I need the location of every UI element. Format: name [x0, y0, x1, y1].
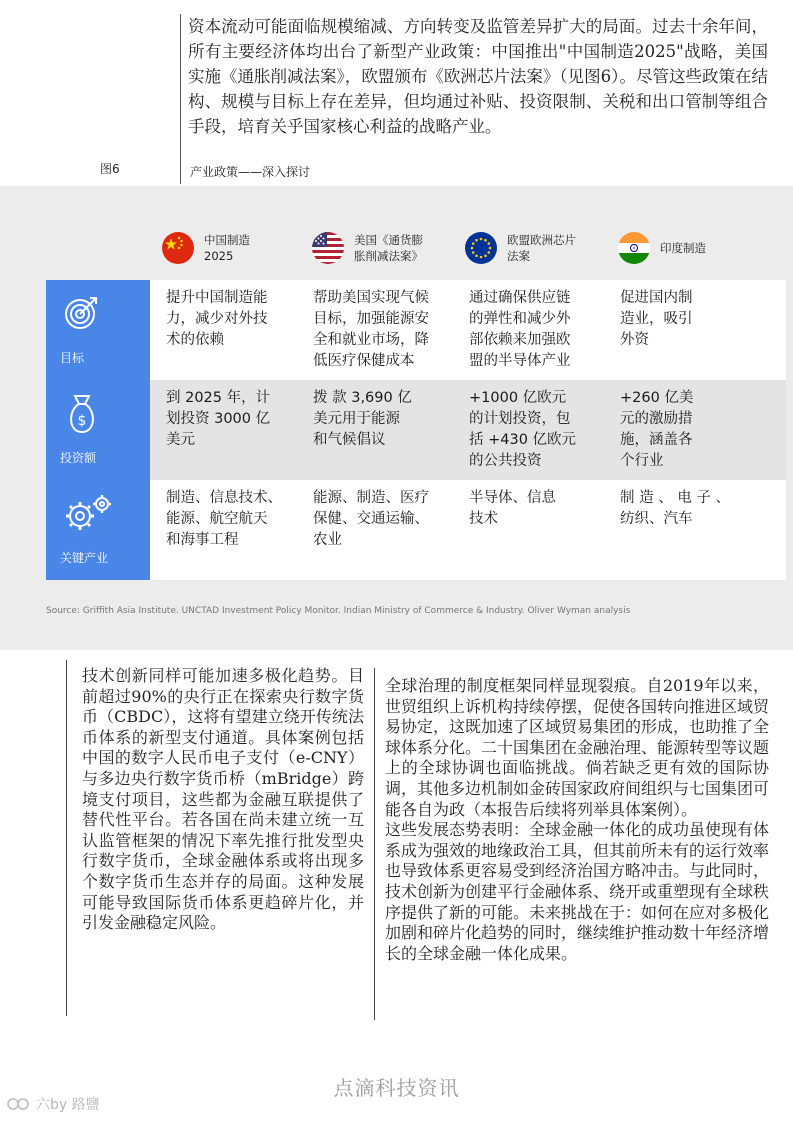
watermark: [6, 1094, 100, 1114]
usa-flag-icon: [312, 232, 344, 264]
policy-name: 欧盟欧洲芯片 法案: [507, 233, 576, 263]
table-cell: 制造、信息技术、 能源、航空航天 和海事工程: [166, 490, 282, 548]
china-flag-icon: [162, 232, 194, 264]
target-icon: [62, 292, 102, 332]
table-cell: +260 亿美 元的激励措 施，涵盖各 个行业: [620, 390, 694, 469]
body-paragraph: 技术创新同样可能加速多极化趋势。目前超过90%的央行正在探索央行数字货币（CBDC），这将有望建立绕开传统法币体系的新型支付通道。具体案例包括中国的数字人民币电子支付（e-CNY）与多边央行数字货币桥（mBridge）跨境支付项目，这些都为金融互联提供了替代性平台。若各国在尚未建立统一互认监管框架的情况下率先推行批发型央行数字货币，全球金融体系或将出现多个数字货币生态并存的局面。这种发展可能导致国际货币体系更趋碎片化，并引发金融稳定风险。: [82, 666, 364, 933]
body-column-left: [82, 666, 364, 934]
india-flag-icon: [618, 232, 650, 264]
watermark-text: 六by 路鹽: [36, 1097, 100, 1113]
table-cell: 半导体、信息 技术: [469, 490, 556, 527]
intro-paragraph: 资本流动可能面临规模缩减、方向转变及监管差异扩大的局面。过去十余年间，所有主要经济体均出台了新型产业政策：中国推出"中国制造2025"战略，美国实施《通胀削减法案》，欧盟颁布《欧洲芯片法案》（见图6）。尽管这些政策在结构、规模与目标上存在差异，但均通过补贴、投资限制、关税和出口管制等组合手段，培育关乎国家核心利益的战略产业。: [188, 17, 768, 136]
svg-text:$: $: [77, 413, 87, 429]
gears-icon: [62, 492, 118, 532]
figure-panel: [0, 186, 793, 650]
table-cell: +1000 亿欧元 的计划投资，包 括 +430 亿欧元 的公共投资: [469, 390, 577, 469]
policy-header-china: [162, 232, 250, 264]
policy-header-eu: [465, 232, 576, 264]
body-paragraph: 这些发展态势表明：全球金融一体化的成功虽使现有体系成为强效的地缘政治工具，但其前所未有的运行效率也导致体系更容易受到经济治国方略冲击。与此同时，技术创新为创建平行金融体系、绕开或重塑现有全球秩序提供了新的可能。未来挑战在于：如何在应对多极化加剧和碎片化趋势的同时，继续维护推动数十年经济增长的全球金融一体化成果。: [385, 820, 770, 963]
row-label-goal: [46, 280, 150, 380]
column-rule-middle: [374, 668, 375, 1020]
row-label-investment: [46, 380, 150, 480]
table-cell: 帮助美国实现气候 目标，加强能源安 全和就业市场，降 低医疗保健成本: [313, 290, 429, 369]
table-cell: 拨 款 3,690 亿 美元用于能源 和气候倡议: [313, 390, 412, 448]
intro-rule: [180, 14, 181, 184]
table-row-industries: [46, 480, 786, 580]
table-cell: 制 造 、 电 子 、 纺织、汽车: [620, 490, 731, 527]
column-rule-left: [66, 660, 67, 1016]
table-cell: 通过确保供应链 的弹性和减少外 部依赖来加强欧 盟的半导体产业: [469, 290, 571, 369]
row-label-text: 投资额: [60, 451, 97, 465]
table-cell: 促进国内制 造业，吸引 外资: [620, 290, 693, 348]
policy-header-india: [618, 232, 706, 264]
table-cell: 提升中国制造能 力，减少对外技 术的依赖: [166, 290, 268, 348]
eu-flag-icon: [465, 232, 497, 264]
policy-name: 印度制造: [660, 241, 706, 255]
table-row-investment: [46, 380, 786, 480]
table-row-goal: [46, 280, 786, 380]
row-label-industries: [46, 480, 150, 580]
body-paragraph: 全球治理的制度框架同样显现裂痕。自2019年以来，世贸组织上诉机构持续停摆，促使各国转向推进区域贸易协定，这既加速了区域贸易集团的形成，也助推了全球体系分化。二十国集团在金融治理、能源转型等议题上的全球协调也面临挑战。倘若缺乏更有效的国际协调，其他多边机制如金砖国家政府间组织与七国集团可能各自为政（本报告后续将列举具体案例）。: [385, 676, 770, 819]
table-cell: 能源、制造、医疗 保健、交通运输、 农业: [313, 490, 429, 548]
row-label-text: 目标: [60, 351, 85, 365]
policy-name: 美国《通货膨 胀削减法案》: [354, 233, 423, 263]
policy-name: 中国制造 2025: [204, 233, 250, 263]
figure-title: 产业政策——深入探讨: [190, 165, 311, 179]
body-column-right: [385, 676, 769, 964]
watermark-logo-icon: [6, 1096, 32, 1112]
table-cell: 到 2025 年，计 划投资 3000 亿 美元: [166, 390, 271, 448]
money-bag-icon: [62, 392, 102, 436]
row-label-text: 关键产业: [60, 551, 109, 565]
figure-source: Source: Griffith Asia Institute. UNCTAD Investment Policy Monitor. Indian Ministry of Commerce & Industry. Oliver Wyman analysis: [46, 606, 631, 616]
policy-header-usa: [312, 232, 423, 264]
figure-label: 图6: [100, 162, 120, 176]
footer-text: 点滴科技资讯: [333, 1076, 460, 1100]
